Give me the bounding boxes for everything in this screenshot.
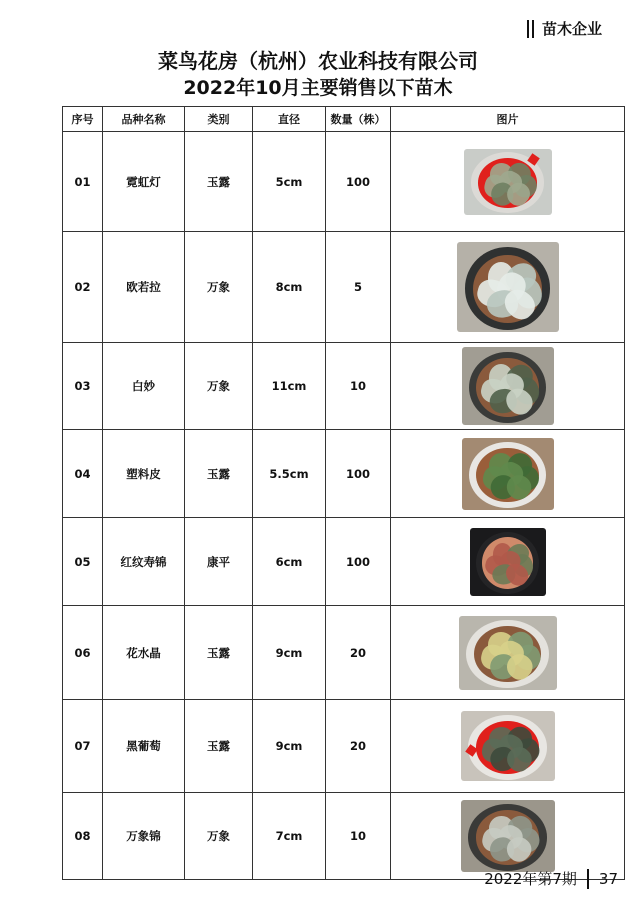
category-cell: 玉露 [185, 700, 253, 793]
category-cell: 万象 [185, 232, 253, 343]
table-row [63, 232, 625, 343]
header-name: 品种名称 [103, 107, 185, 132]
succulent-photo-icon [464, 149, 552, 215]
quantity-cell: 20 [326, 700, 391, 793]
diameter-cell: 5.5cm [253, 430, 326, 518]
page-subtitle: 2022年10月主要销售以下苗木 [183, 77, 453, 99]
photo-cell [391, 606, 625, 700]
row-no-cell: 06 [63, 606, 103, 700]
photo-cell [391, 430, 625, 518]
variety-name-cell: 万象锦 [103, 793, 185, 880]
table-row [63, 430, 625, 518]
header-category: 类别 [185, 107, 253, 132]
variety-name-cell: 黑葡萄 [103, 700, 185, 793]
row-no-cell: 07 [63, 700, 103, 793]
variety-name-cell: 花水晶 [103, 606, 185, 700]
category-cell: 康平 [185, 518, 253, 606]
photo-cell [391, 232, 625, 343]
photo-cell [391, 518, 625, 606]
diameter-cell: 6cm [253, 518, 326, 606]
category-cell: 玉露 [185, 132, 253, 232]
diameter-cell: 9cm [253, 606, 326, 700]
row-no-cell: 02 [63, 232, 103, 343]
succulent-photo-icon [461, 800, 555, 872]
category-cell: 万象 [185, 793, 253, 880]
succulent-photo-icon [459, 616, 557, 690]
table-row [63, 606, 625, 700]
row-no-cell: 01 [63, 132, 103, 232]
category-cell: 玉露 [185, 606, 253, 700]
quantity-cell: 20 [326, 606, 391, 700]
header-qty: 数量（株） [326, 107, 391, 132]
diameter-cell: 11cm [253, 343, 326, 430]
category-cell: 玉露 [185, 430, 253, 518]
variety-name-cell: 欧若拉 [103, 232, 185, 343]
table-header-row [63, 107, 625, 132]
row-no-cell: 08 [63, 793, 103, 880]
photo-cell [391, 132, 625, 232]
table-row [63, 343, 625, 430]
table-row [63, 700, 625, 793]
row-no-cell: 04 [63, 430, 103, 518]
variety-name-cell: 红纹寿锦 [103, 518, 185, 606]
quantity-cell: 100 [326, 132, 391, 232]
quantity-cell: 10 [326, 793, 391, 880]
page-number: 37 [598, 869, 618, 888]
table-row [63, 518, 625, 606]
variety-name-cell: 霓虹灯 [103, 132, 185, 232]
diameter-cell: 8cm [253, 232, 326, 343]
table-row [63, 793, 625, 880]
quantity-cell: 10 [326, 343, 391, 430]
quantity-cell: 100 [326, 518, 391, 606]
succulent-photo-icon [457, 242, 559, 332]
diameter-cell: 5cm [253, 132, 326, 232]
footer-divider [587, 869, 589, 889]
header-no: 序号 [63, 107, 103, 132]
row-no-cell: 03 [63, 343, 103, 430]
page-title: 菜鸟花房（杭州）农业科技有限公司 [158, 49, 478, 73]
category-cell: 万象 [185, 343, 253, 430]
seedling-table [62, 106, 625, 880]
diameter-cell: 9cm [253, 700, 326, 793]
table-row [63, 132, 625, 232]
double-bar-icon [527, 20, 534, 38]
photo-cell [391, 700, 625, 793]
succulent-photo-icon [462, 347, 554, 425]
section-tag [527, 18, 602, 39]
quantity-cell: 5 [326, 232, 391, 343]
variety-name-cell: 塑料皮 [103, 430, 185, 518]
page-footer [484, 868, 618, 889]
succulent-photo-icon [461, 711, 555, 781]
photo-cell [391, 793, 625, 880]
diameter-cell: 7cm [253, 793, 326, 880]
photo-cell [391, 343, 625, 430]
row-no-cell: 05 [63, 518, 103, 606]
issue-label: 2022年第7期 [484, 870, 577, 888]
succulent-photo-icon [462, 438, 554, 510]
header-diameter: 直径 [253, 107, 326, 132]
succulent-photo-icon [470, 528, 546, 596]
section-tag-label: 苗木企业 [541, 20, 602, 38]
header-photo: 图片 [391, 107, 625, 132]
variety-name-cell: 白妙 [103, 343, 185, 430]
quantity-cell: 100 [326, 430, 391, 518]
